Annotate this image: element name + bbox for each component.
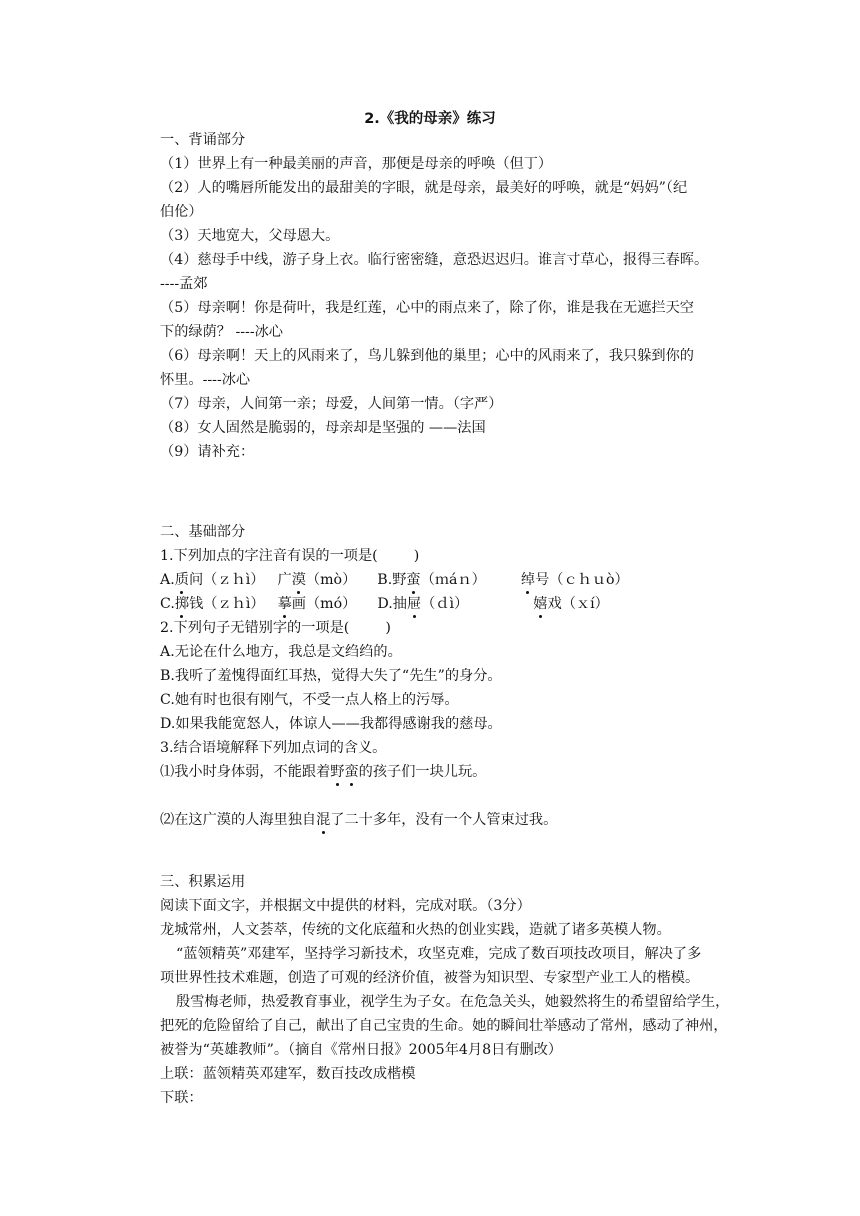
dotted-character: 绰 [520, 572, 536, 588]
dotted-character: 混 [316, 812, 331, 828]
option-b-item-1: B.野蛮（ｍáｎ） [377, 572, 486, 588]
sentence-text: ⑵在这广漠的人海里独自 [160, 812, 317, 828]
option-d-item-1: D.抽屉（ｄì） [377, 596, 469, 612]
recitation-line-1: （1）世界上有一种最美丽的声音，那便是母亲的呼唤（但丁） [160, 156, 553, 172]
option-d-item-2: 嬉戏（ｘí） [533, 596, 609, 612]
recitation-line-9: （9）请补充： [160, 444, 255, 460]
passage-paragraph-1: 龙城常州，人文荟萃，传统的文化底蕴和火热的创业实践，造就了诸多英模人物。 [160, 922, 671, 938]
recitation-line-5: （5）母亲啊！你是荷叶，我是红莲，心中的雨点来了，除了你，谁是我在无遮拦天空 [160, 300, 694, 316]
question-3-sentence-1 [160, 763, 486, 781]
recitation-line-6: （6）母亲啊！天上的风雨来了，鸟儿躲到他的巢里；心中的风雨来了，我只躲到你的 [160, 348, 694, 364]
question-1-stem-text: 1.下列加点的字注音有误的一项是( [160, 548, 378, 564]
dotted-character: 蛮 [406, 572, 421, 588]
recitation-line-8: （8）女人固然是脆弱的，母亲却是坚强的 ——法国 [160, 420, 486, 436]
dotted-character: 摹 [277, 596, 292, 612]
question-1-options-row-2 [160, 595, 609, 613]
question-2-option-a: A.无论在什么地方，我总是文绉绉的。 [160, 644, 402, 660]
instruction-text: 阅读下面文字，并根据文中提供的材料，完成对联。（3分） [160, 898, 531, 914]
recitation-line-5-cont: 下的绿荫？ ----冰心 [160, 324, 283, 340]
dotted-character: 蛮 [344, 764, 359, 780]
recitation-line-7: （7）母亲，人间第一亲；母爱，人间第一情。（字严） [160, 396, 503, 412]
option-c-item-1: C.掷钱（ｚｈì） [160, 596, 265, 612]
section-heading-recitation: 一、背诵部分 [160, 132, 246, 148]
option-a-item-2: 广漠（mò） [277, 572, 357, 588]
sentence-text: ⑴我小时身体弱，不能跟着 [160, 764, 331, 780]
question-3-sentence-2 [160, 811, 557, 829]
recitation-line-2: （2）人的嘴唇所能发出的最甜美的字眼，就是母亲，最美好的呼唤，就是“妈妈”（纪 [160, 180, 688, 196]
option-b-item-2: 绰号（ｃｈｕò） [520, 572, 629, 588]
dotted-character: 嬉 [533, 596, 548, 612]
dotted-character: 质 [174, 572, 189, 588]
question-2-option-d: D.如果我能宽怒人，体谅人——我都得感谢我的慈母。 [160, 716, 502, 732]
recitation-line-3: （3）天地宽大，父母恩大。 [160, 228, 340, 244]
question-2-stem-close: ) [385, 620, 391, 636]
option-a-item-1: A.质问（ｚｈì） [160, 572, 265, 588]
question-2-option-b: B.我听了羞愧得面红耳热，觉得大失了“先生”的身分。 [160, 668, 502, 684]
couplet-lower: 下联： [160, 1090, 203, 1106]
question-2-stem [160, 619, 391, 637]
section-heading-basics: 二、基础部分 [160, 524, 246, 540]
question-3-stem: 3.结合语境解释下列加点词的含义。 [160, 740, 387, 756]
passage-paragraph-3-cont-2: 被誉为“英雄教师”。（摘自《常州日报》2005年4月8日有删改） [160, 1042, 563, 1058]
passage-paragraph-2: “蓝领精英”邓建军，坚持学习新技术，攻坚克难，完成了数百项技改项目，解决了多 [176, 946, 702, 962]
question-1-stem-close: ) [413, 548, 420, 564]
dotted-character: 屉 [406, 596, 422, 612]
recitation-line-4: （4）慈母手中线，游子身上衣。临行密密缝，意恐迟迟归。谁言寸草心，报得三春晖。 [160, 252, 709, 268]
couplet-upper: 上联：蓝领精英邓建军，数百技改成楷模 [160, 1066, 416, 1082]
passage-paragraph-3: 殷雪梅老师，热爱教育事业，视学生为子女。在危急关头，她毅然将生的希望留给学生， [176, 994, 730, 1010]
dotted-character: 野 [330, 764, 345, 780]
dotted-character: 漠 [291, 572, 306, 588]
question-1-options-row-1 [160, 571, 629, 589]
recitation-line-6-cont: 怀里。----冰心 [160, 372, 251, 388]
question-1-stem [160, 547, 419, 565]
sentence-text: 的孩子们一块儿玩。 [358, 764, 487, 780]
option-c-item-2: 摹画（mó） [277, 596, 357, 612]
passage-paragraph-3-cont-1: 把死的危险留给了自己，献出了自己宝贵的生命。她的瞬间壮举感动了常州，感动了神州， [160, 1018, 728, 1034]
page-title: 2.《我的母亲》练习 [364, 111, 496, 127]
sentence-text: 了二十多年，没有一个人管束过我。 [330, 812, 558, 828]
dotted-character: 掷 [174, 596, 190, 612]
question-2-option-c: C.她有时也很有刚气，不受一点人格上的污辱。 [160, 692, 459, 708]
recitation-line-4-cont: ----孟郊 [160, 276, 208, 292]
recitation-line-2-cont: 伯伦） [160, 204, 203, 220]
passage-paragraph-2-cont: 项世界性技术难题，创造了可观的经济价值，被誉为知识型、专家型产业工人的楷模。 [160, 970, 700, 986]
section-heading-accumulation: 三、积累运用 [160, 874, 246, 890]
question-2-stem-text: 2.下列句子无错别字的一项是( [160, 620, 350, 636]
